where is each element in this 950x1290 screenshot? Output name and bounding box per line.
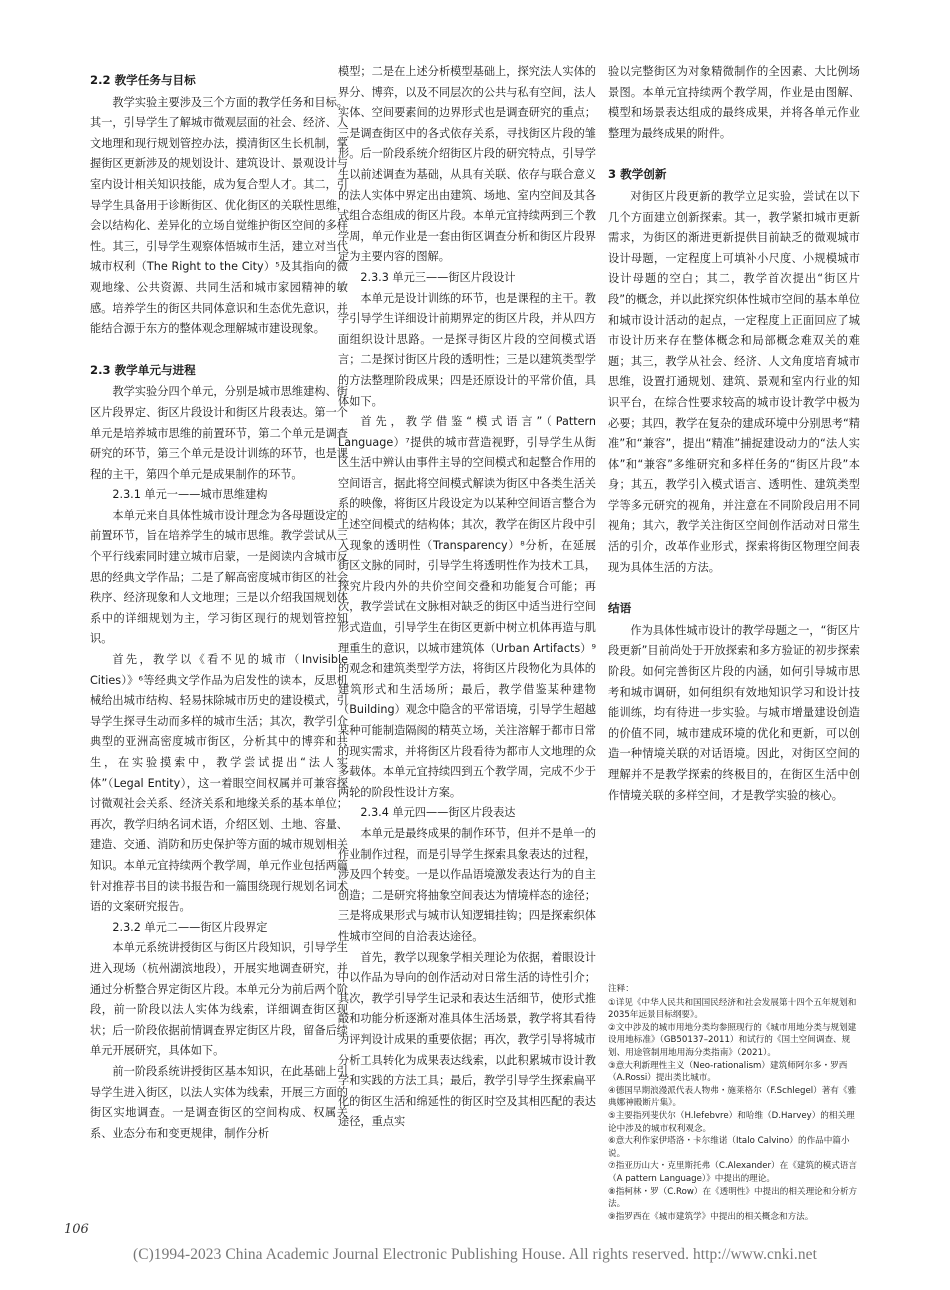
section-heading-2-3: 2.3 教学单元与进程 (90, 362, 196, 377)
paragraph-continued: 验以完整街区为对象精微制作的全因素、大比例场景图。本单元宜持续两个教学周，作业是由图解、模型和场景表达组成的最终成果，并将各单元作业整理为最终成果的附件。 (608, 65, 860, 140)
footnote-item: ④德国早期浪漫派代表人物弗・施莱格尔（F.Schlegel）著有《雅典娜神殿断片集》。 (608, 1085, 857, 1109)
footnote-item: ①详见《中华人民共和国国民经济和社会发展第十四个五年规划和2035年远景目标纲要》。 (608, 997, 857, 1021)
subsection-heading-2-3-3: 2.3.3 单元三——街区片段设计 (360, 270, 516, 284)
paragraph: 作为具体性城市设计的教学母题之一，“街区片段更新”目前尚处于开放探索和多方验证的初步探索阶段。如何完善街区片段的内涵，如何引导城市思考和城市调研，如何组织有效地知识学习和设计技能训练，均有待进一步实验。与城市增量建设创造的价值不同，城市建成环境的优化和更新，可以创造一种情境关联的对话语境。因此，对街区空间的理解并不是教学探索的终极目的，在街区生活中创作情境关联的多样空间，才是教学实验的核心。 (608, 623, 860, 802)
footnote-item: ②文中涉及的城市用地分类均参照现行的《城市用地分类与规划建设用地标准》（GB50137–2011）和试行的《国土空间调查、规划、用途管制用地用海分类指南》（2021）。 (608, 1022, 857, 1058)
section-heading-conclusion: 结语 (608, 601, 632, 616)
footnote-item: ⑦指亚历山大・克里斯托弗（C.Alexander）在《建筑的模式语言（A pattern Language）》中提出的理论。 (608, 1161, 857, 1184)
paragraph: 首先，教学以《看不见的城市（Invisible Cities）》⁶等经典文学作品为启发性的读本，反思机械给出城市结构、轻易抹除城市历史的建设模式，引导学生探寻生动而多样的城市生活；其次，教学引介典型的亚洲高密度城市街区，分析其中的博弈和共生，在实验摸索中，教学尝试提出“法人实体”（Legal Entity），这一着眼空间权属并可兼容探讨微观社会关系、经济关系和地缘关系的基本单位；再次，教学归纳名词术语，介绍区划、土地、容量、建造、交通、消防和历史保护等方面的城市规划相关知识。本单元宜持续两个教学周，单元作业包括两篇针对推荐书目的读书报告和一篇围绕现行规划名词术语的文案研究报告。 (90, 653, 348, 914)
subsection-heading-2-3-1: 2.3.1 单元一——城市思维建构 (112, 488, 268, 502)
footnote-item: ⑧指柯林・罗（C.Row）在《透明性》中提出的相关理论和分析方法。 (608, 1186, 858, 1210)
paragraph: 首先，教学以现象学相关理论为依据，着眼设计中以作品为导向的创作活动对日常生活的诗性引介；其次，教学引导学生记录和表达生活细节，使形式推敲和功能分析逐渐对准具体生活场景，教学将其看待为评判设计成果的重要依据；再次，教学引导将城市分析工具转化为成果表达线索，以此积累城市设计教学和实践的方法工具；最后，教学引导学生探索扁平化的街区生活和绵延性的街区时空及其相匹配的表达途径，重点实 (338, 950, 596, 1129)
column-left (90, 62, 348, 1144)
paragraph: 对街区片段更新的教学立足实验，尝试在以下几个方面建立创新探索。其一，教学紧扣城市更新需求，为街区的渐进更新提供目前缺乏的微观城市设计母题，一定程度上可填补小尺度、小规模城市设计母题的空白；其二，教学首次提出“街区片段”的概念，并以此探究织体性城市空间的基本单位和城市设计活动的起点，一定程度上正面回应了城市设计历来存在整体概念和局部概念难双关的难题；其三，教学从社会、经济、人文角度培育城市思维，设置打通规划、建筑、景观和室内行业的知识平台，在综合性要求较高的城市设计教学中极为必要；其四，教学在复杂的建成环境中分别思考“精准”和“兼容”，提出“精准”捕捉建设动力的“法人实体”和“兼容”多维研究和多样任务的“街区片段”本身；其五，教学引入模式语言、透明性、建筑类型学等多元研究的视角，并注意在不同阶段启用不同视角；其六，教学关注街区空间创作活动对日常生活的引介，改革作业形式，探索将街区物理空间表现为具体生活的方法。 (608, 189, 860, 574)
footnote-item: ⑨指罗西在《城市建筑学》中提出的相关概念和方法。 (608, 1211, 814, 1222)
footnotes (608, 983, 860, 1223)
copyright-footer: (C)1994-2023 China Academic Journal Electronic Publishing House. All rights reserved. http://www.cnki.net (132, 1246, 817, 1263)
section-heading-2-2: 2.2 教学任务与目标 (90, 73, 196, 87)
paragraph-continued: 模型；二是在上述分析模型基础上，探究法人实体的界分、博弈，以及不同层次的公共与私有空间，法人实体、空间要素间的边界形式也是调查研究的重点；三是调查街区中的各式依存关系，寻找街区片段的雏形。后一阶段系统介绍街区片段的研究特点，引导学生以前述调查为基础，从具有关联、依存与联合意义的法人实体中界定出由建筑、场地、室内空间及其各式组合态组成的街区片段。本单元宜持续两到三个教学周，单元作业是一套由街区调查分析和街区片段界定为主要内容的图解。 (338, 65, 596, 264)
column-middle (338, 62, 596, 1133)
column-right (608, 62, 860, 806)
paragraph: 前一阶段系统讲授街区基本知识，在此基础上引导学生进入街区，以法人实体为线索，开展三方面的街区实地调查。一是调查街区的空间构成、权属关系、业态分布和变更规律，制作分析 (90, 1064, 348, 1140)
paragraph: 本单元是设计训练的环节，也是课程的主干。教学引导学生详细设计前期界定的街区片段，并从四方面组织设计思路。一是探寻街区片段的空间模式语言；二是探讨街区片段的透明性；三是以建筑类型学的方法整理阶段成果；四是还原设计的平常价值，具体如下。 (338, 291, 596, 408)
paragraph: 首先，教学借鉴“模式语言”（Pattern Language）⁷提供的城市营造视野，引导学生从街区生活中辨认由事件主导的空间模式和起整合作用的空间语言，据此将空间模式解读为街区中各类生活关系的映像，将街区片段设定为以某种空间语言整合为上述空间模式的结构体；其次，教学在街区片段中引入现象的透明性（Transparency）⁸分析，在延展街区文脉的同时，引导学生将透明性作为技术工具，探究片段内外的共价空间交叠和功能复合可能；再次，教学尝试在文脉相对缺乏的街区中适当进行空间形式造血，引导学生在街区更新中树立机体再造与肌理重生的意识，以城市建筑体（Urban Artifacts）⁹的观念和建筑类型学方法，将街区片段物化为具体的建筑形式和生活场所；最后，教学借鉴某种建物（Building）观念中隐含的平常语境，引导学生超越某种可能制造隔阂的精英立场，关注溶解于都市日常的现实需求，并将街区片段看待为都市人文地理的众多载体。本单元宜持续四到五个教学周，完成不少于两轮的阶段性设计方案。 (338, 415, 596, 799)
paragraph: 本单元来自具体性城市设计理念为各母题设定的前置环节，旨在培养学生的城市思维。教学尝试从三个平行线索同时建立城市启蒙，一是阅读内含城市反思的经典文学作品；二是了解高密度城市街区的社会秩序、经济现象和人文地理；三是以介绍我国规划体系中的详细规划为主，学习街区现行的规划管控知识。 (90, 508, 348, 646)
footnote-item: ⑤主要指列斐伏尔（H.lefebvre）和哈维（D.Harvey）的相关理论中涉及的城市权利观念。 (608, 1110, 855, 1134)
subsection-heading-2-3-2: 2.3.2 单元二——街区片段界定 (112, 920, 268, 934)
page-number: 106 (64, 1222, 89, 1237)
paragraph: 教学实验主要涉及三个方面的教学任务和目标。其一，引导学生了解城市微观层面的社会、经济、人文地理和现行规划管控办法，摸清街区生长机制，掌握街区更新涉及的规划设计、建筑设计、景观设计与室内设计相关知识技能，成为复合型人才。其二，引导学生具备用于诊断街区、优化街区的关联性思维，会以结构化、差异化的立场自觉维护街区空间的多样性。其三，引导学生观察体悟城市生活，建立对当代城市权利（The Right to the City）⁵及其指向的微观地缘、公共资源、共同生活和城市家园精神的敏感。培养学生的街区共同体意识和生态优先意识，并能结合源于东方的整体观念理解城市建设现象。 (90, 95, 348, 336)
paragraph: 本单元是最终成果的制作环节，但并不是单一的作业制作过程，而是引导学生探索具象表达的过程，涉及四个转变。一是以作品语境激发表达行为的自主创造；二是研究将抽象空间表达为情境样态的途径；三是将成果形式与城市认知逻辑挂钩；四是探索织体性城市空间的自洽表达途径。 (338, 826, 596, 943)
subsection-heading-2-3-4: 2.3.4 单元四——街区片段表达 (360, 806, 516, 820)
footnotes-title: 注释： (608, 984, 634, 994)
footnote-item: ⑥意大利作家伊塔洛・卡尔维诺（Italo Calvino）的作品中篇小说。 (608, 1136, 850, 1159)
footnote-item: ③意大利新理性主义（Neo-rationalism）建筑师阿尔多・罗西（A.Rossi）提出类比城市。 (608, 1060, 848, 1084)
paragraph: 教学实验分四个单元，分别是城市思维建构、街区片段界定、街区片段设计和街区片段表达。第一个单元是培养城市思维的前置环节，第二个单元是调查研究的环节，第三个单元是设计训练的环节，也是课程的主干，第四个单元是成果制作的环节。 (90, 385, 348, 481)
section-heading-3: 3 教学创新 (608, 167, 667, 182)
paragraph: 本单元系统讲授街区与街区片段知识，引导学生进入现场（杭州湖滨地段），开展实地调查研究，并通过分析整合界定街区片段。本单元分为前后两个阶段，前一阶段以法人实体为线索，详细调查街区现状；后一阶段依据前情调查界定街区片段，留备后续单元开展研究，具体如下。 (90, 941, 348, 1058)
